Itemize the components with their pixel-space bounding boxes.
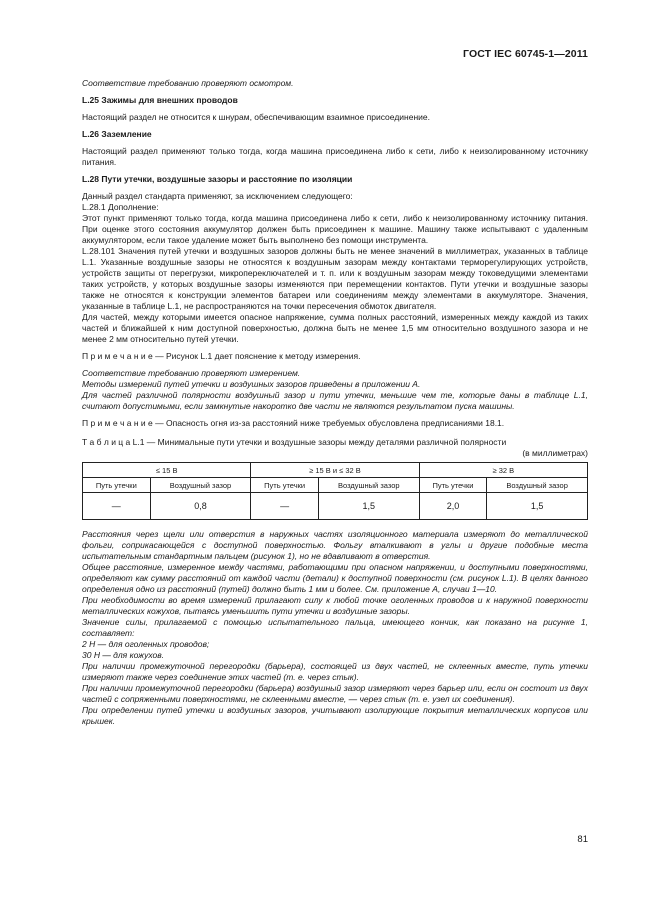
table-subheader: Воздушный зазор: [150, 478, 251, 493]
paragraph-total-distance: Общее расстояние, измеренное между частями, работающими при опасном напряжении, и доступными поверхностями, определяют как сумму расстояний от каждой части (детали) к доступной поверхности (см. рисунок L.1). В целях данного определения одно из расстояний (путей) должно быть 1 мм и более. См. приложение А, случаи 1—10.: [82, 562, 588, 594]
list-item-bare-wires: 2 Н — для оголенных проводов;: [82, 639, 210, 649]
paragraph-force-applied: При необходимости во время измерений прилагают силу к любой точке оголенных проводов и к наружной поверхности металлических кожухов, пытаясь уменьшить пути утечки и воздушные зазоры.: [82, 595, 588, 616]
paragraph-methods: Методы измерений путей утечки и воздушных зазоров приведены в приложении А.: [82, 379, 421, 389]
page-content: [82, 78, 588, 727]
list-item-enclosures: 30 Н — для кожухов.: [82, 650, 164, 660]
section-heading-l26: L.26 Заземление: [82, 129, 152, 139]
paragraph-l28-intro: Данный раздел стандарта применяют, за исключением следующего:: [82, 191, 353, 201]
table-row: [83, 493, 588, 520]
table-units: (в миллиметрах): [522, 448, 588, 458]
paragraph-barrier-creepage: При наличии промежуточной перегородки (барьера), состоящей из двух частей, не склеенных вместе, путь утечки измеряют также через соединение этих частей (т. е. через стык).: [82, 661, 588, 682]
paragraph-barrier-clearance: При наличии промежуточной перегородки (барьера) воздушный зазор измеряют через барьер или, если он состоит из двух частей с сопряженными поверхностями, не склеенными вместе, — через стык (т. е. узел их соединения).: [82, 683, 588, 704]
table-subheader: Путь утечки: [419, 478, 487, 493]
table-caption-text: L.1 — Минимальные пути утечки и воздушные зазоры между деталями различной полярности: [130, 437, 507, 447]
table-cell: 2,0: [419, 493, 487, 520]
paragraph-force-value: Значение силы, прилагаемой с помощью испытательного пальца, имеющего кончик, как показано на рисунке 1, составляет:: [82, 617, 588, 638]
table-caption-label: Т а б л и ц а: [82, 437, 131, 447]
note-figure-l1: [82, 351, 588, 362]
table-subheader: Путь утечки: [83, 478, 151, 493]
note-text: — Рисунок L.1 дает пояснение к методу измерения.: [152, 351, 361, 361]
note-label: П р и м е ч а н и е: [82, 418, 153, 428]
table-caption: [82, 437, 588, 448]
document-header: ГОСТ IEC 60745-1—2011: [463, 48, 588, 60]
note-label: П р и м е ч а н и е: [82, 351, 153, 361]
page-number: 81: [577, 834, 588, 845]
table-subheader-row: [83, 478, 588, 493]
paragraph-l28-1: Этот пункт применяют только тогда, когда машина присоединена либо к сети, либо к неизолированному источнику питания. При оценке этого состояния аккумулятор должен быть присоединен к машине. Машину также испытывают с удаленным аккумулятором, если такое удаление может быть выполнено без помощи инструмента.: [82, 213, 588, 245]
paragraph-hazardous-voltage: Для частей, между которыми имеется опасное напряжение, сумма полных расстояний, измеренных между каждой из таких частей и ближайшей к ним доступной поверхностью, должна быть не менее 1,5 мм относительно воздушного зазора и не менее 2 мм относительно путей утечки.: [82, 312, 588, 344]
table-l1: [82, 462, 588, 520]
paragraph-l28-1-heading: L.28.1 Дополнение:: [82, 202, 159, 212]
table-cell: —: [251, 493, 319, 520]
table-subheader: Путь утечки: [251, 478, 319, 493]
paragraph-l28-101: L.28.101 Значения путей утечки и воздушных зазоров должны быть не менее значений в миллиметрах, указанных в таблице L.1. Указанные воздушные зазоры не относятся к воздушным зазорам между контактами терморегулирующих устройств, устройств защиты от перегрузки, микропереключателей и т. п. или к воздушным зазорам между токоведущими элементами таких устройств, у которых воздушные зазоры изменяются при перемещении контактов. Пути утечки и воздушные зазоры также не относятся к конструкции элементов батареи или соединениям между элементами в аккумуляторе. Значения, указанные в таблице L.1, не распространяются на точки пересечения обмоток двигателя.: [82, 246, 588, 311]
section-heading-l28: L.28 Пути утечки, воздушные зазоры и расстояние по изоляции: [82, 174, 353, 184]
table-group-header: ≥ 32 В: [419, 463, 587, 478]
paragraph-coatings: При определении путей утечки и воздушных зазоров, учитывают изолирующие покрытия металлических корпусов или крышек.: [82, 705, 588, 726]
paragraph-compliance-measurement: Соответствие требованию проверяют измерением.: [82, 368, 301, 378]
paragraph-l26: Настоящий раздел применяют только тогда, когда машина присоединена либо к сети, либо к неизолированному источнику питания.: [82, 146, 588, 167]
note-fire-hazard: [82, 418, 588, 429]
table-group-header-row: [83, 463, 588, 478]
table-subheader: Воздушный зазор: [487, 478, 588, 493]
note-text: — Опасность огня из-за расстояний ниже требуемых обусловлена предписаниями 18.1.: [152, 418, 505, 428]
paragraph-slots-openings: Расстояния через щели или отверстия в наружных частях изоляционного материала измеряют до металлической фольги, соприкасающейся с доступной поверхностью. Фольгу вталкивают в углы и другие подобные места испытательным стандартным пальцем (рисунок 1), но не вдавливают в отверстия.: [82, 529, 588, 561]
paragraph-l25: Настоящий раздел не относится к шнурам, обеспечивающим взаимное присоединение.: [82, 112, 430, 122]
table-group-header: ≥ 15 В и ≤ 32 В: [251, 463, 419, 478]
section-heading-l25: L.25 Зажимы для внешних проводов: [82, 95, 238, 105]
table-cell: —: [83, 493, 151, 520]
table-group-header: ≤ 15 В: [83, 463, 251, 478]
table-subheader: Воздушный зазор: [318, 478, 419, 493]
paragraph-compliance-inspection: Соответствие требованию проверяют осмотром.: [82, 78, 294, 88]
table-cell: 1,5: [318, 493, 419, 520]
table-cell: 1,5: [487, 493, 588, 520]
paragraph-polarity: Для частей различной полярности воздушный зазор и пути утечки, меньшие чем те, которые даны в таблице L.1, считают допустимыми, если замкнутые накоротко две части не являются результатом пуска машины.: [82, 390, 588, 411]
table-cell: 0,8: [150, 493, 251, 520]
